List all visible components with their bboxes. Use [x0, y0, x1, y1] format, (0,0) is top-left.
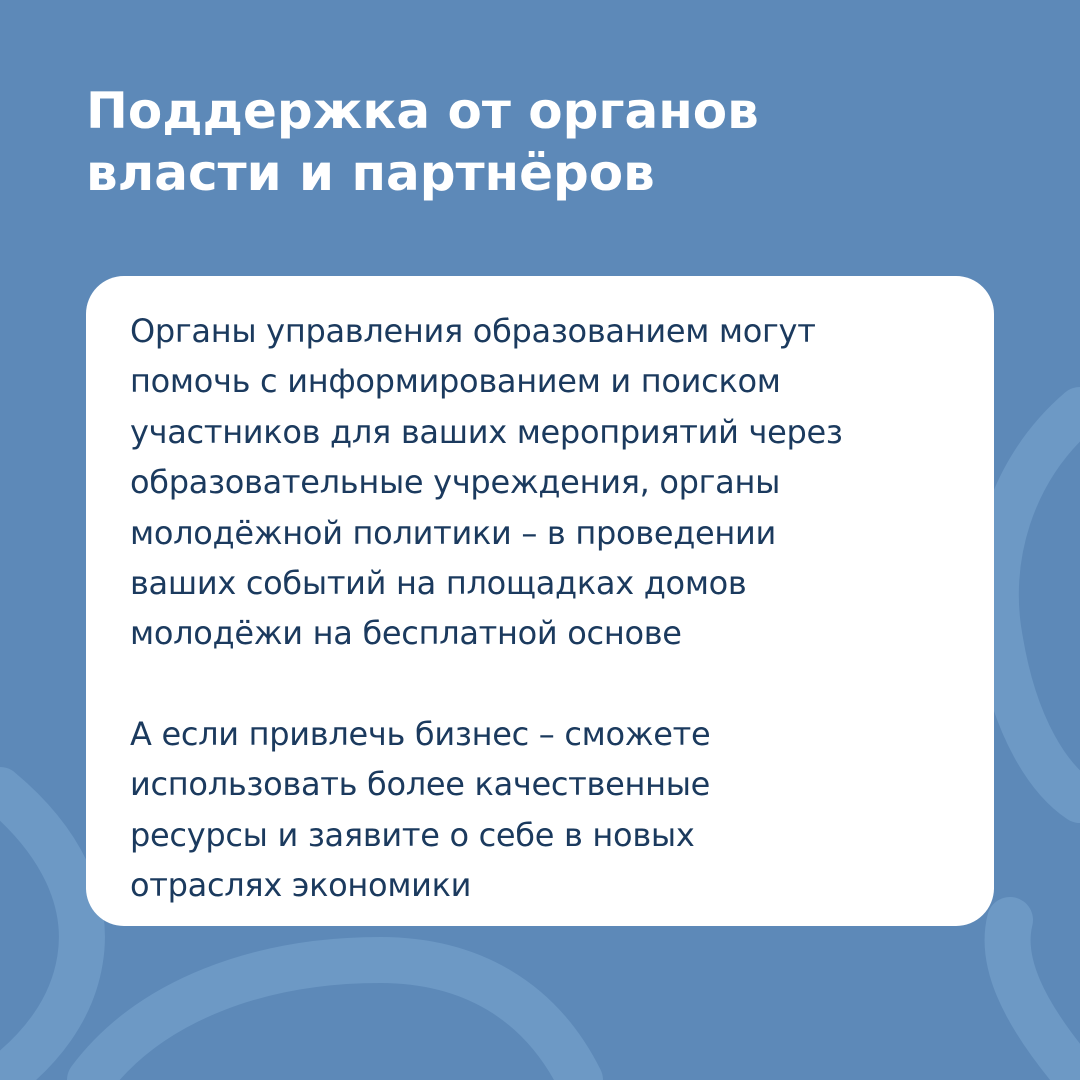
text-line: молодёжи на бесплатной основе: [130, 614, 682, 653]
decor-arc-left-bottom: [90, 960, 580, 1080]
decor-arc-right: [996, 410, 1080, 800]
page-title: [86, 80, 986, 204]
text-line: отраслях экономики: [130, 866, 472, 905]
text-line: ваших событий на площадках домов: [130, 564, 747, 603]
paragraph-authorities: [130, 306, 974, 659]
text-line: помочь с информированием и поиском: [130, 362, 781, 401]
title-line: Поддержка от органов: [86, 82, 759, 140]
text-line: Органы управления образованием могут: [130, 312, 816, 350]
paragraph-business: [130, 709, 974, 911]
decor-arc-right-lower: [1008, 920, 1080, 1080]
info-card: [86, 276, 994, 926]
text-line: ресурсы и заявите о себе в новых: [130, 815, 695, 854]
decor-arc-left: [0, 790, 82, 1080]
text-line: молодёжной политики – в проведении: [130, 513, 777, 552]
text-line: использовать более качественные: [130, 765, 711, 804]
text-line: А если привлечь бизнес – сможете: [130, 714, 711, 753]
text-line: образовательные учреждения, органы: [130, 463, 781, 502]
title-line: власти и партнёров: [86, 144, 655, 202]
text-line: участников для ваших мероприятий через: [130, 412, 843, 451]
